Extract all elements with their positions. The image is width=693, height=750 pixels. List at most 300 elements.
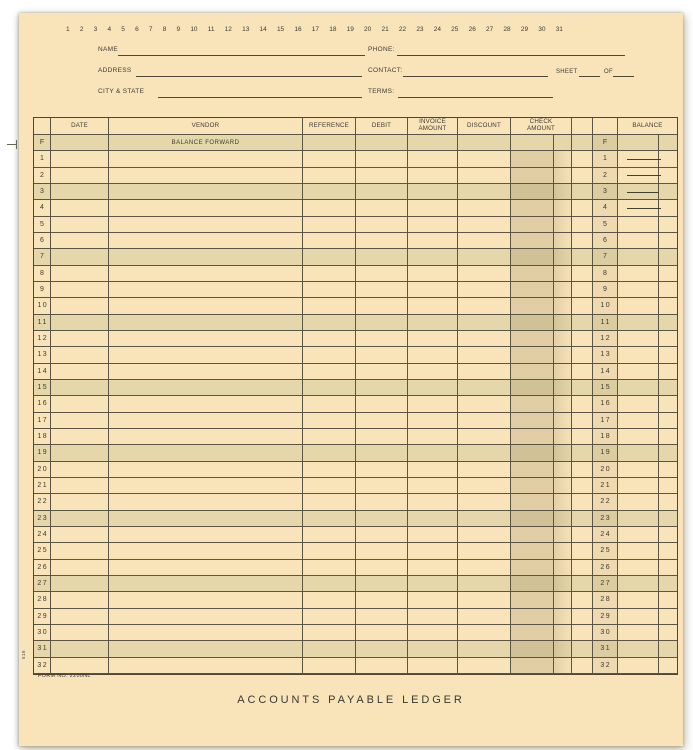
vendor-cell-row-28[interactable] [109, 592, 303, 608]
balance-dollars-cell-row-32[interactable] [618, 658, 659, 674]
invoice-amount-cell-row-8[interactable] [408, 266, 458, 282]
balance-dollars-cell-row-23[interactable] [618, 511, 659, 527]
date-cell-row-5[interactable] [51, 217, 109, 233]
check-cents-cell-row-11[interactable] [554, 315, 572, 331]
vendor-cell-row-17[interactable] [109, 413, 303, 429]
discount-cell-row-28[interactable] [458, 592, 511, 608]
vendor-cell-row-5[interactable] [109, 217, 303, 233]
check-dollars-cell-row-15[interactable] [511, 380, 554, 396]
filing-cell-row-31[interactable] [572, 641, 593, 657]
date-cell-row-25[interactable] [51, 543, 109, 559]
vendor-cell-row-22[interactable] [109, 494, 303, 510]
reference-cell-row-18[interactable] [303, 429, 356, 445]
debit-cell-row-10[interactable] [356, 298, 408, 314]
check-cents-cell-row-10[interactable] [554, 298, 572, 314]
date-cell-row-14[interactable] [51, 364, 109, 380]
filing-cell-row-14[interactable] [572, 364, 593, 380]
date-cell-row-6[interactable] [51, 233, 109, 249]
invoice-amount-cell-row-21[interactable] [408, 478, 458, 494]
reference-cell-row-5[interactable] [303, 217, 356, 233]
check-cents-cell-row-23[interactable] [554, 511, 572, 527]
vendor-cell-row-14[interactable] [109, 364, 303, 380]
debit-cell-row-22[interactable] [356, 494, 408, 510]
check-dollars-cell-row-10[interactable] [511, 298, 554, 314]
debit-cell-row-15[interactable] [356, 380, 408, 396]
discount-cell-row-31[interactable] [458, 641, 511, 657]
phone-input-line[interactable] [397, 46, 625, 56]
balance-cents-cell-row-26[interactable] [659, 560, 677, 576]
invoice-amount-cell-row-19[interactable] [408, 445, 458, 461]
date-cell-row-11[interactable] [51, 315, 109, 331]
check-cents-cell-row-12[interactable] [554, 331, 572, 347]
debit-cell-row-25[interactable] [356, 543, 408, 559]
reference-cell-row-7[interactable] [303, 249, 356, 265]
check-cents-cell-row-20[interactable] [554, 462, 572, 478]
date-cell-row-24[interactable] [51, 527, 109, 543]
balance-dollars-cell-row-F[interactable] [618, 135, 659, 151]
invoice-amount-cell-row-3[interactable] [408, 184, 458, 200]
filing-cell-row-30[interactable] [572, 625, 593, 641]
debit-cell-row-27[interactable] [356, 576, 408, 592]
debit-cell-row-9[interactable] [356, 282, 408, 298]
balance-cents-cell-row-17[interactable] [659, 413, 677, 429]
filing-cell-row-26[interactable] [572, 560, 593, 576]
balance-cents-cell-row-4[interactable] [659, 200, 677, 216]
filing-cell-row-F[interactable] [572, 135, 593, 151]
vendor-cell-row-6[interactable] [109, 233, 303, 249]
balance-dollars-cell-row-21[interactable] [618, 478, 659, 494]
terms-input-line[interactable] [398, 88, 553, 98]
check-cents-cell-row-6[interactable] [554, 233, 572, 249]
reference-cell-row-20[interactable] [303, 462, 356, 478]
balance-cents-cell-row-F[interactable] [659, 135, 677, 151]
date-cell-row-18[interactable] [51, 429, 109, 445]
invoice-amount-cell-row-17[interactable] [408, 413, 458, 429]
debit-cell-row-20[interactable] [356, 462, 408, 478]
invoice-amount-cell-row-7[interactable] [408, 249, 458, 265]
invoice-amount-cell-row-10[interactable] [408, 298, 458, 314]
check-dollars-cell-row-23[interactable] [511, 511, 554, 527]
invoice-amount-cell-row-9[interactable] [408, 282, 458, 298]
check-cents-cell-row-22[interactable] [554, 494, 572, 510]
debit-cell-row-24[interactable] [356, 527, 408, 543]
discount-cell-row-25[interactable] [458, 543, 511, 559]
debit-cell-row-17[interactable] [356, 413, 408, 429]
reference-cell-row-8[interactable] [303, 266, 356, 282]
date-cell-row-1[interactable] [51, 151, 109, 167]
reference-cell-row-1[interactable] [303, 151, 356, 167]
check-dollars-cell-row-24[interactable] [511, 527, 554, 543]
discount-cell-row-14[interactable] [458, 364, 511, 380]
date-cell-row-7[interactable] [51, 249, 109, 265]
invoice-amount-cell-row-15[interactable] [408, 380, 458, 396]
vendor-cell-row-8[interactable] [109, 266, 303, 282]
contact-input-line[interactable] [403, 67, 548, 77]
vendor-cell-row-7[interactable] [109, 249, 303, 265]
vendor-cell-row-1[interactable] [109, 151, 303, 167]
reference-cell-row-16[interactable] [303, 396, 356, 412]
balance-cents-cell-row-28[interactable] [659, 592, 677, 608]
date-cell-row-12[interactable] [51, 331, 109, 347]
date-cell-row-29[interactable] [51, 609, 109, 625]
balance-cents-cell-row-23[interactable] [659, 511, 677, 527]
filing-cell-row-29[interactable] [572, 609, 593, 625]
balance-dollars-cell-row-17[interactable] [618, 413, 659, 429]
balance-dollars-cell-row-8[interactable] [618, 266, 659, 282]
balance-dollars-cell-row-2[interactable] [618, 168, 659, 184]
filing-cell-row-16[interactable] [572, 396, 593, 412]
filing-cell-row-12[interactable] [572, 331, 593, 347]
date-cell-row-2[interactable] [51, 168, 109, 184]
reference-cell-row-30[interactable] [303, 625, 356, 641]
discount-cell-row-24[interactable] [458, 527, 511, 543]
reference-cell-row-24[interactable] [303, 527, 356, 543]
check-cents-cell-row-16[interactable] [554, 396, 572, 412]
check-cents-cell-row-5[interactable] [554, 217, 572, 233]
reference-cell-row-23[interactable] [303, 511, 356, 527]
check-cents-cell-row-25[interactable] [554, 543, 572, 559]
filing-cell-row-6[interactable] [572, 233, 593, 249]
debit-cell-row-31[interactable] [356, 641, 408, 657]
balance-dollars-cell-row-30[interactable] [618, 625, 659, 641]
debit-cell-row-6[interactable] [356, 233, 408, 249]
check-cents-cell-row-19[interactable] [554, 445, 572, 461]
vendor-cell-row-10[interactable] [109, 298, 303, 314]
balance-cents-cell-row-32[interactable] [659, 658, 677, 674]
balance-cents-cell-row-7[interactable] [659, 249, 677, 265]
date-cell-row-10[interactable] [51, 298, 109, 314]
discount-cell-row-16[interactable] [458, 396, 511, 412]
filing-cell-row-18[interactable] [572, 429, 593, 445]
vendor-cell-row-24[interactable] [109, 527, 303, 543]
date-cell-row-32[interactable] [51, 658, 109, 674]
discount-cell-row-1[interactable] [458, 151, 511, 167]
balance-dollars-cell-row-18[interactable] [618, 429, 659, 445]
invoice-amount-cell-row-31[interactable] [408, 641, 458, 657]
invoice-amount-cell-row-27[interactable] [408, 576, 458, 592]
vendor-cell-row-32[interactable] [109, 658, 303, 674]
invoice-amount-cell-row-F[interactable] [408, 135, 458, 151]
vendor-cell-row-9[interactable] [109, 282, 303, 298]
check-cents-cell-row-27[interactable] [554, 576, 572, 592]
filing-cell-row-7[interactable] [572, 249, 593, 265]
discount-cell-row-2[interactable] [458, 168, 511, 184]
balance-dollars-cell-row-15[interactable] [618, 380, 659, 396]
vendor-cell-row-29[interactable] [109, 609, 303, 625]
vendor-cell-row-13[interactable] [109, 347, 303, 363]
date-cell-row-8[interactable] [51, 266, 109, 282]
vendor-cell-row-18[interactable] [109, 429, 303, 445]
check-cents-cell-row-2[interactable] [554, 168, 572, 184]
balance-cents-cell-row-27[interactable] [659, 576, 677, 592]
vendor-cell-row-2[interactable] [109, 168, 303, 184]
balance-dollars-cell-row-12[interactable] [618, 331, 659, 347]
check-dollars-cell-row-20[interactable] [511, 462, 554, 478]
balance-dollars-cell-row-13[interactable] [618, 347, 659, 363]
reference-cell-row-26[interactable] [303, 560, 356, 576]
check-cents-cell-row-7[interactable] [554, 249, 572, 265]
check-dollars-cell-row-31[interactable] [511, 641, 554, 657]
debit-cell-row-2[interactable] [356, 168, 408, 184]
balance-dollars-cell-row-19[interactable] [618, 445, 659, 461]
check-cents-cell-row-31[interactable] [554, 641, 572, 657]
check-dollars-cell-row-27[interactable] [511, 576, 554, 592]
invoice-amount-cell-row-18[interactable] [408, 429, 458, 445]
check-cents-cell-row-F[interactable] [554, 135, 572, 151]
balance-dollars-cell-row-22[interactable] [618, 494, 659, 510]
reference-cell-row-19[interactable] [303, 445, 356, 461]
balance-cents-cell-row-16[interactable] [659, 396, 677, 412]
reference-cell-row-29[interactable] [303, 609, 356, 625]
invoice-amount-cell-row-16[interactable] [408, 396, 458, 412]
invoice-amount-cell-row-26[interactable] [408, 560, 458, 576]
check-dollars-cell-row-25[interactable] [511, 543, 554, 559]
date-cell-row-19[interactable] [51, 445, 109, 461]
discount-cell-row-20[interactable] [458, 462, 511, 478]
balance-cents-cell-row-29[interactable] [659, 609, 677, 625]
name-input-line[interactable] [118, 46, 365, 56]
check-cents-cell-row-4[interactable] [554, 200, 572, 216]
discount-cell-row-9[interactable] [458, 282, 511, 298]
debit-cell-row-21[interactable] [356, 478, 408, 494]
check-dollars-cell-row-8[interactable] [511, 266, 554, 282]
debit-cell-row-3[interactable] [356, 184, 408, 200]
balance-cents-cell-row-19[interactable] [659, 445, 677, 461]
debit-cell-row-5[interactable] [356, 217, 408, 233]
discount-cell-row-11[interactable] [458, 315, 511, 331]
vendor-cell-row-11[interactable] [109, 315, 303, 331]
date-cell-row-17[interactable] [51, 413, 109, 429]
balance-dollars-cell-row-24[interactable] [618, 527, 659, 543]
balance-cents-cell-row-5[interactable] [659, 217, 677, 233]
filing-cell-row-5[interactable] [572, 217, 593, 233]
filing-cell-row-10[interactable] [572, 298, 593, 314]
invoice-amount-cell-row-22[interactable] [408, 494, 458, 510]
balance-dollars-cell-row-4[interactable] [618, 200, 659, 216]
balance-cents-cell-row-31[interactable] [659, 641, 677, 657]
discount-cell-row-30[interactable] [458, 625, 511, 641]
sheet-input-line[interactable] [579, 69, 600, 77]
check-dollars-cell-row-11[interactable] [511, 315, 554, 331]
balance-dollars-cell-row-14[interactable] [618, 364, 659, 380]
check-dollars-cell-row-21[interactable] [511, 478, 554, 494]
discount-cell-row-10[interactable] [458, 298, 511, 314]
check-dollars-cell-row-29[interactable] [511, 609, 554, 625]
reference-cell-row-32[interactable] [303, 658, 356, 674]
check-cents-cell-row-13[interactable] [554, 347, 572, 363]
discount-cell-row-22[interactable] [458, 494, 511, 510]
balance-cents-cell-row-3[interactable] [659, 184, 677, 200]
balance-cents-cell-row-11[interactable] [659, 315, 677, 331]
debit-cell-row-30[interactable] [356, 625, 408, 641]
reference-cell-row-31[interactable] [303, 641, 356, 657]
filing-cell-row-17[interactable] [572, 413, 593, 429]
check-cents-cell-row-14[interactable] [554, 364, 572, 380]
check-cents-cell-row-3[interactable] [554, 184, 572, 200]
vendor-cell-row-30[interactable] [109, 625, 303, 641]
balance-cents-cell-row-22[interactable] [659, 494, 677, 510]
discount-cell-row-3[interactable] [458, 184, 511, 200]
discount-cell-row-26[interactable] [458, 560, 511, 576]
debit-cell-row-14[interactable] [356, 364, 408, 380]
discount-cell-row-17[interactable] [458, 413, 511, 429]
invoice-amount-cell-row-24[interactable] [408, 527, 458, 543]
debit-cell-row-18[interactable] [356, 429, 408, 445]
vendor-cell-row-25[interactable] [109, 543, 303, 559]
debit-cell-row-F[interactable] [356, 135, 408, 151]
balance-dollars-cell-row-26[interactable] [618, 560, 659, 576]
balance-cents-cell-row-14[interactable] [659, 364, 677, 380]
balance-dollars-cell-row-7[interactable] [618, 249, 659, 265]
filing-cell-row-15[interactable] [572, 380, 593, 396]
balance-dollars-cell-row-6[interactable] [618, 233, 659, 249]
invoice-amount-cell-row-30[interactable] [408, 625, 458, 641]
vendor-cell-row-27[interactable] [109, 576, 303, 592]
invoice-amount-cell-row-28[interactable] [408, 592, 458, 608]
filing-cell-row-4[interactable] [572, 200, 593, 216]
check-dollars-cell-row-28[interactable] [511, 592, 554, 608]
filing-cell-row-32[interactable] [572, 658, 593, 674]
vendor-cell-row-12[interactable] [109, 331, 303, 347]
date-cell-row-F[interactable] [51, 135, 109, 151]
reference-cell-row-14[interactable] [303, 364, 356, 380]
vendor-cell-row-21[interactable] [109, 478, 303, 494]
balance-dollars-cell-row-10[interactable] [618, 298, 659, 314]
date-cell-row-21[interactable] [51, 478, 109, 494]
check-cents-cell-row-15[interactable] [554, 380, 572, 396]
check-cents-cell-row-21[interactable] [554, 478, 572, 494]
balance-cents-cell-row-12[interactable] [659, 331, 677, 347]
discount-cell-row-27[interactable] [458, 576, 511, 592]
balance-cents-cell-row-24[interactable] [659, 527, 677, 543]
debit-cell-row-23[interactable] [356, 511, 408, 527]
balance-cents-cell-row-13[interactable] [659, 347, 677, 363]
filing-cell-row-1[interactable] [572, 151, 593, 167]
check-dollars-cell-row-26[interactable] [511, 560, 554, 576]
filing-cell-row-2[interactable] [572, 168, 593, 184]
date-cell-row-13[interactable] [51, 347, 109, 363]
debit-cell-row-7[interactable] [356, 249, 408, 265]
balance-cents-cell-row-20[interactable] [659, 462, 677, 478]
invoice-amount-cell-row-1[interactable] [408, 151, 458, 167]
date-cell-row-9[interactable] [51, 282, 109, 298]
reference-cell-row-21[interactable] [303, 478, 356, 494]
filing-cell-row-27[interactable] [572, 576, 593, 592]
discount-cell-row-13[interactable] [458, 347, 511, 363]
discount-cell-row-5[interactable] [458, 217, 511, 233]
balance-cents-cell-row-21[interactable] [659, 478, 677, 494]
invoice-amount-cell-row-29[interactable] [408, 609, 458, 625]
check-dollars-cell-row-32[interactable] [511, 658, 554, 674]
check-dollars-cell-row-5[interactable] [511, 217, 554, 233]
reference-cell-row-15[interactable] [303, 380, 356, 396]
check-cents-cell-row-18[interactable] [554, 429, 572, 445]
balance-dollars-cell-row-9[interactable] [618, 282, 659, 298]
address-input-line[interactable] [136, 67, 362, 77]
discount-cell-row-23[interactable] [458, 511, 511, 527]
debit-cell-row-29[interactable] [356, 609, 408, 625]
date-cell-row-26[interactable] [51, 560, 109, 576]
vendor-cell-row-23[interactable] [109, 511, 303, 527]
reference-cell-row-3[interactable] [303, 184, 356, 200]
date-cell-row-30[interactable] [51, 625, 109, 641]
filing-cell-row-21[interactable] [572, 478, 593, 494]
balance-cents-cell-row-25[interactable] [659, 543, 677, 559]
reference-cell-row-F[interactable] [303, 135, 356, 151]
debit-cell-row-16[interactable] [356, 396, 408, 412]
reference-cell-row-13[interactable] [303, 347, 356, 363]
date-cell-row-3[interactable] [51, 184, 109, 200]
balance-dollars-cell-row-31[interactable] [618, 641, 659, 657]
debit-cell-row-12[interactable] [356, 331, 408, 347]
check-cents-cell-row-28[interactable] [554, 592, 572, 608]
debit-cell-row-32[interactable] [356, 658, 408, 674]
invoice-amount-cell-row-4[interactable] [408, 200, 458, 216]
reference-cell-row-28[interactable] [303, 592, 356, 608]
reference-cell-row-22[interactable] [303, 494, 356, 510]
filing-cell-row-3[interactable] [572, 184, 593, 200]
check-cents-cell-row-26[interactable] [554, 560, 572, 576]
check-cents-cell-row-32[interactable] [554, 658, 572, 674]
city-state-input-line[interactable] [158, 88, 362, 98]
reference-cell-row-17[interactable] [303, 413, 356, 429]
debit-cell-row-13[interactable] [356, 347, 408, 363]
balance-dollars-cell-row-16[interactable] [618, 396, 659, 412]
balance-dollars-cell-row-28[interactable] [618, 592, 659, 608]
discount-cell-row-18[interactable] [458, 429, 511, 445]
check-dollars-cell-row-1[interactable] [511, 151, 554, 167]
discount-cell-row-15[interactable] [458, 380, 511, 396]
discount-cell-row-8[interactable] [458, 266, 511, 282]
date-cell-row-23[interactable] [51, 511, 109, 527]
invoice-amount-cell-row-25[interactable] [408, 543, 458, 559]
reference-cell-row-25[interactable] [303, 543, 356, 559]
filing-cell-row-11[interactable] [572, 315, 593, 331]
balance-cents-cell-row-30[interactable] [659, 625, 677, 641]
debit-cell-row-28[interactable] [356, 592, 408, 608]
discount-cell-row-19[interactable] [458, 445, 511, 461]
check-dollars-cell-row-17[interactable] [511, 413, 554, 429]
invoice-amount-cell-row-6[interactable] [408, 233, 458, 249]
balance-cents-cell-row-2[interactable] [659, 168, 677, 184]
balance-cents-cell-row-6[interactable] [659, 233, 677, 249]
invoice-amount-cell-row-13[interactable] [408, 347, 458, 363]
debit-cell-row-11[interactable] [356, 315, 408, 331]
invoice-amount-cell-row-14[interactable] [408, 364, 458, 380]
date-cell-row-31[interactable] [51, 641, 109, 657]
date-cell-row-15[interactable] [51, 380, 109, 396]
discount-cell-row-7[interactable] [458, 249, 511, 265]
date-cell-row-4[interactable] [51, 200, 109, 216]
vendor-cell-row-16[interactable] [109, 396, 303, 412]
balance-dollars-cell-row-5[interactable] [618, 217, 659, 233]
invoice-amount-cell-row-23[interactable] [408, 511, 458, 527]
reference-cell-row-11[interactable] [303, 315, 356, 331]
check-cents-cell-row-8[interactable] [554, 266, 572, 282]
check-cents-cell-row-29[interactable] [554, 609, 572, 625]
reference-cell-row-4[interactable] [303, 200, 356, 216]
filing-cell-row-9[interactable] [572, 282, 593, 298]
balance-cents-cell-row-8[interactable] [659, 266, 677, 282]
balance-cents-cell-row-15[interactable] [659, 380, 677, 396]
balance-cents-cell-row-1[interactable] [659, 151, 677, 167]
balance-cents-cell-row-10[interactable] [659, 298, 677, 314]
balance-dollars-cell-row-20[interactable] [618, 462, 659, 478]
discount-cell-row-29[interactable] [458, 609, 511, 625]
vendor-cell-row-3[interactable] [109, 184, 303, 200]
vendor-cell-row-4[interactable] [109, 200, 303, 216]
invoice-amount-cell-row-12[interactable] [408, 331, 458, 347]
